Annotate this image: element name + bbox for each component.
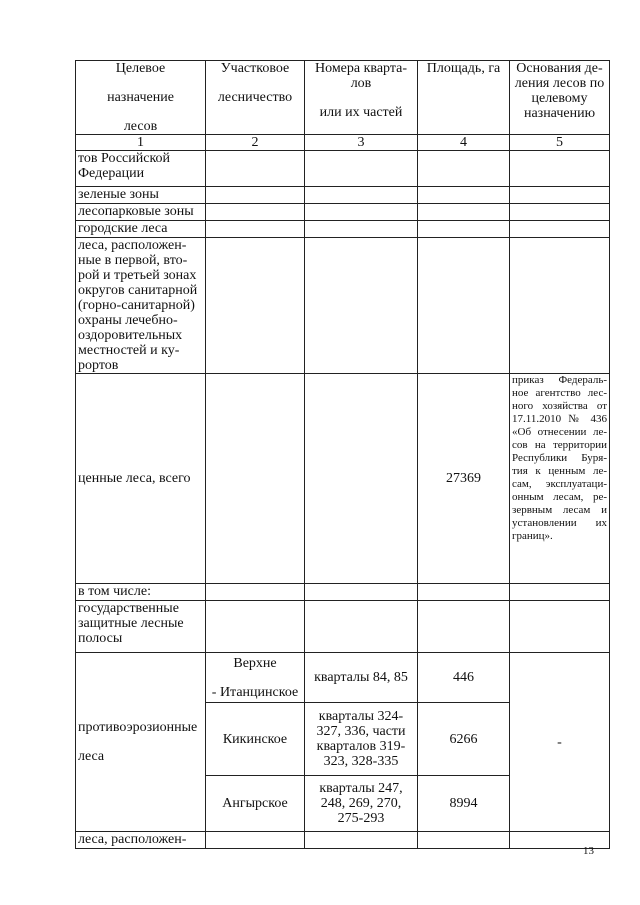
column-number-row xyxy=(76,135,610,151)
table-row xyxy=(76,151,610,187)
table-row xyxy=(76,187,610,204)
row-label: лесопарковые зоны xyxy=(76,204,206,221)
forestry-name: Кикинское xyxy=(206,703,305,776)
table-header-row xyxy=(76,61,610,135)
table-row xyxy=(76,374,610,584)
row-label: городские леса xyxy=(76,221,206,238)
column-number: 5 xyxy=(510,135,610,151)
basis-text: - xyxy=(510,653,610,832)
forest-purpose-table xyxy=(75,60,610,849)
row-label: в том числе: xyxy=(76,584,206,601)
header-quarters: Номера кварта- лов или их частей xyxy=(305,61,418,135)
column-number: 4 xyxy=(418,135,510,151)
forestry-name: Ангырское xyxy=(206,776,305,832)
area-value: 446 xyxy=(418,653,510,703)
column-number: 2 xyxy=(206,135,305,151)
page-number: 13 xyxy=(583,845,594,857)
header-area: Площадь, га xyxy=(418,61,510,135)
row-label: тов Российской Федерации xyxy=(76,151,206,187)
row-label: противоэрозионные леса xyxy=(76,653,206,832)
area-value: 27369 xyxy=(418,374,510,584)
table-row xyxy=(76,832,610,849)
header-purpose: Целевое назначение лесов xyxy=(76,61,206,135)
header-forestry: Участковое лесничество xyxy=(206,61,305,135)
table-row xyxy=(76,601,610,653)
header-basis: Основания де- ления лесов по целевому назначению xyxy=(510,61,610,135)
table-row xyxy=(76,238,610,374)
quarters-text: кварталы 324-327, 336, части кварталов 319-323, 328-335 xyxy=(305,703,418,776)
table-row xyxy=(76,204,610,221)
table-row xyxy=(76,221,610,238)
area-value: 8994 xyxy=(418,776,510,832)
area-value: 6266 xyxy=(418,703,510,776)
table-row xyxy=(76,653,610,703)
quarters-text: кварталы 84, 85 xyxy=(305,653,418,703)
row-label: леса, расположен-ные в первой, вто-рой и третьей зонах округов санитарной (горно-санитарной) охраны лечебно-оздоровительных местностей и ку-рортов xyxy=(76,238,206,374)
row-label: леса, расположен- xyxy=(76,832,206,849)
row-label: государственные защитные лесные полосы xyxy=(76,601,206,653)
basis-text: приказ Федераль-ное агентство лес-ного хозяйства от 17.11.2010 № 436 «Об отнесении ле-сов на территории Республики Буря-тия к ценным ле-сам, эксплуатаци-онным лесам, ре-зервным лесам и установлении их границ». xyxy=(510,374,610,584)
table-row xyxy=(76,584,610,601)
column-number: 3 xyxy=(305,135,418,151)
forestry-name: Верхне - Итанцинское xyxy=(206,653,305,703)
row-label: зеленые зоны xyxy=(76,187,206,204)
column-number: 1 xyxy=(76,135,206,151)
row-label: ценные леса, всего xyxy=(76,374,206,584)
quarters-text: кварталы 247, 248, 269, 270, 275-293 xyxy=(305,776,418,832)
